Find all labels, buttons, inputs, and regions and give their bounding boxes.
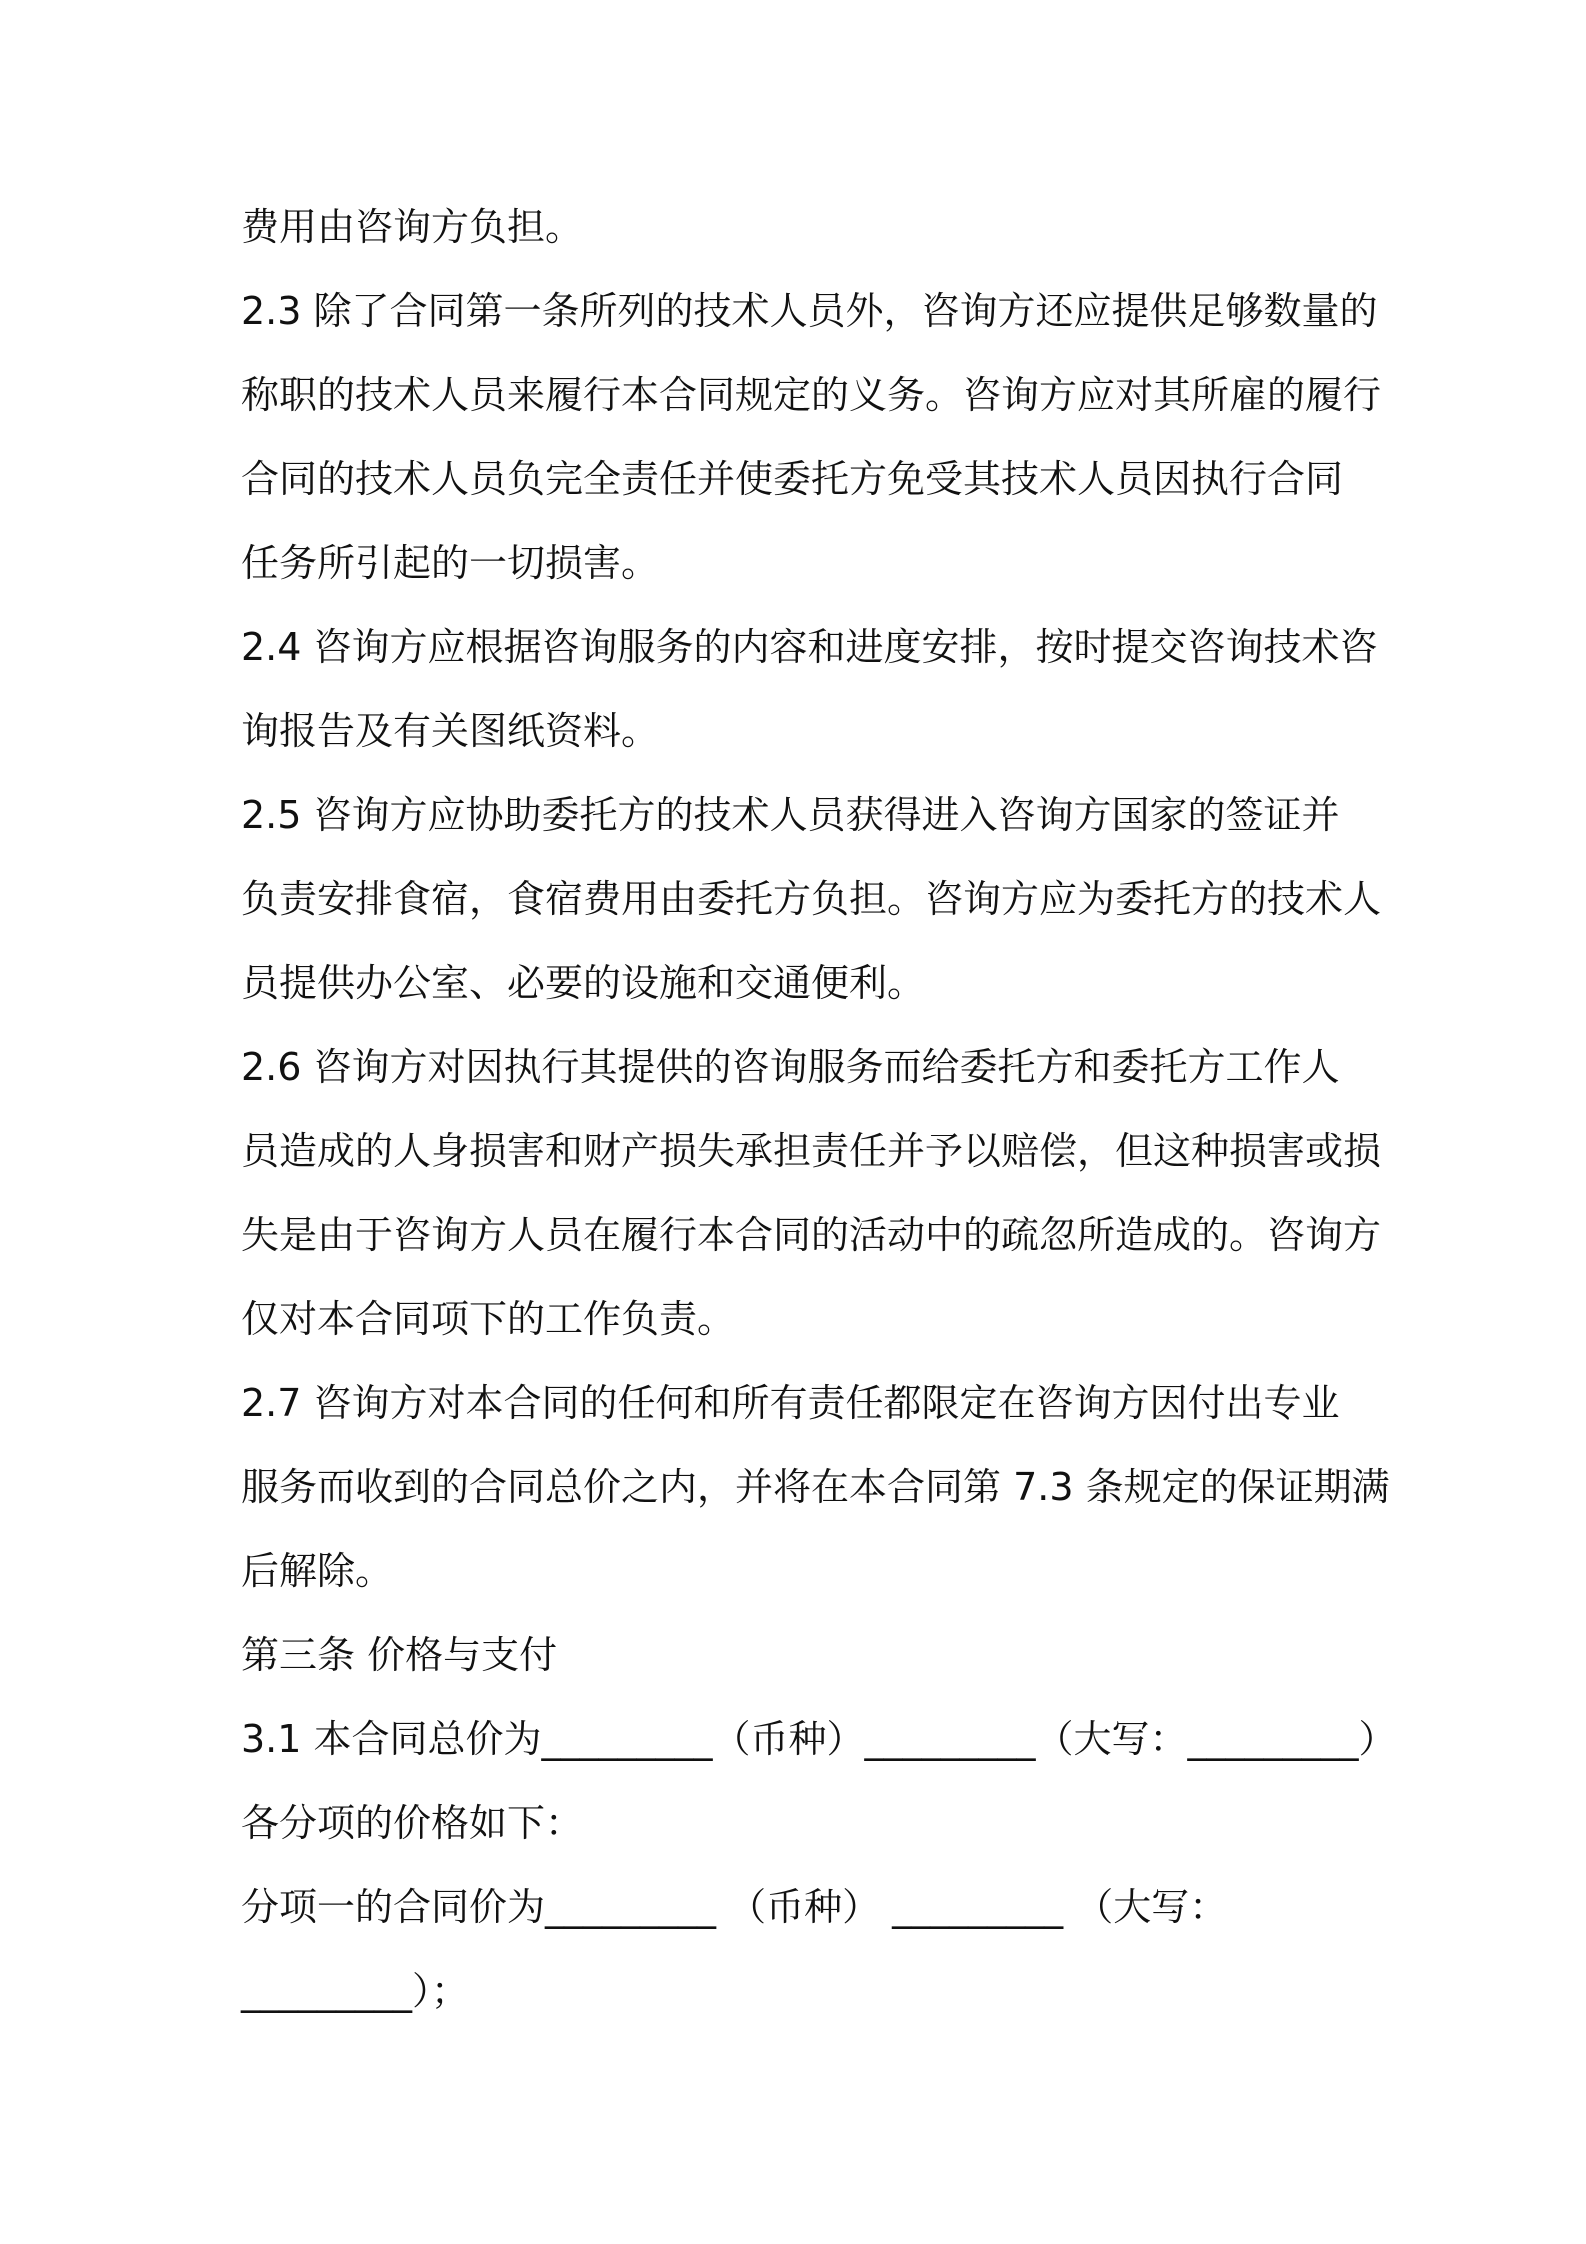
text-line: 2.3 除了合同第一条所列的技术人员外，咨询方还应提供足够数量的 [241, 289, 1378, 333]
text-line: 任务所引起的一切损害。 [241, 541, 660, 585]
text-line: 询报告及有关图纸资料。 [241, 709, 660, 753]
text-line: 合同的技术人员负完全责任并使委托方免受其技术人员因执行合同 [241, 457, 1344, 501]
text-line: 费用由咨询方负担。 [241, 205, 584, 249]
text-line: 称职的技术人员来履行本合同规定的义务。咨询方应对其所雇的履行 [241, 373, 1382, 417]
text-line: 分项一的合同价为_________ （币种） _________ （大写： [241, 1885, 1228, 1929]
text-line: 服务而收到的合同总价之内，并将在本合同第 7.3 条规定的保证期满 [241, 1465, 1390, 1509]
text-line: 失是由于咨询方人员在履行本合同的活动中的疏忽所造成的。咨询方 [241, 1213, 1382, 1257]
text-line: 3.1 本合同总价为_________（币种）_________（大写：_________） [241, 1717, 1397, 1761]
text-line: 2.4 咨询方应根据咨询服务的内容和进度安排，按时提交咨询技术咨 [241, 625, 1378, 669]
section-heading: 第三条 价格与支付 [241, 1633, 558, 1677]
text-line: 2.6 咨询方对因执行其提供的咨询服务而给委托方和委托方工作人 [241, 1045, 1340, 1089]
text-line: 各分项的价格如下： [241, 1801, 584, 1845]
text-line: 2.7 咨询方对本合同的任何和所有责任都限定在咨询方因付出专业 [241, 1381, 1340, 1425]
text-line: 员提供办公室、必要的设施和交通便利。 [241, 961, 926, 1005]
text-line: 负责安排食宿，食宿费用由委托方负担。咨询方应为委托方的技术人 [241, 877, 1382, 921]
text-line: 仅对本合同项下的工作负责。 [241, 1297, 736, 1341]
text-line: 2.5 咨询方应协助委托方的技术人员获得进入咨询方国家的签证并 [241, 793, 1340, 837]
text-line: _________）； [241, 1969, 470, 2013]
text-line: 员造成的人身损害和财产损失承担责任并予以赔偿，但这种损害或损 [241, 1129, 1382, 1173]
text-line: 后解除。 [241, 1549, 394, 1593]
